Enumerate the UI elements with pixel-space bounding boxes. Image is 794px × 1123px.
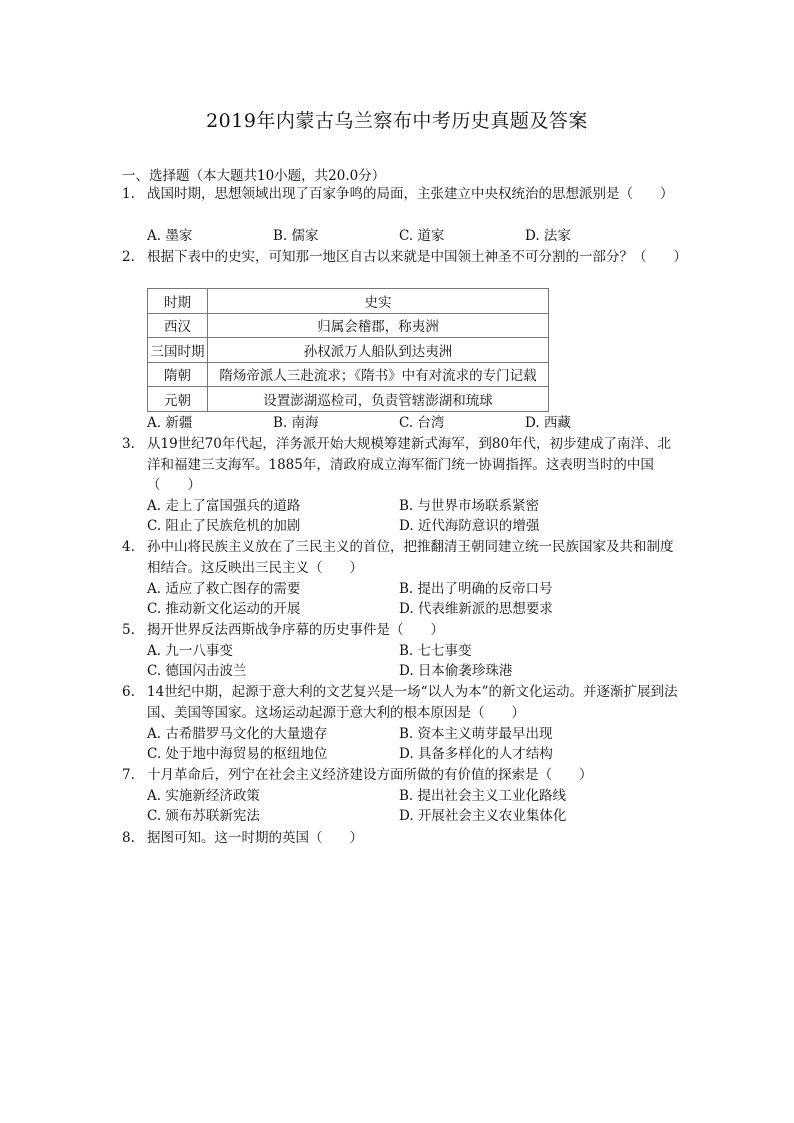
question-number: 8. <box>122 830 135 846</box>
question-number: 6. <box>122 684 135 700</box>
option-c: C. 道家 <box>399 228 445 244</box>
option-b: B. 南海 <box>273 415 319 431</box>
question-text: 14世纪中期，起源于意大利的文艺复兴是一场“以人为本”的新文化运动。并逐渐扩展到法国、美国等国家。这场运动起源于意大利的根本原因是（ ） <box>147 684 678 721</box>
table-cell: 元朝 <box>148 387 208 412</box>
question-text: 揭开世界反法西斯战争序幕的历史事件是（ ） <box>147 622 444 638</box>
question-3 <box>122 434 682 496</box>
page-title: 2019年内蒙古乌兰察布中考历史真题及答案 <box>206 110 588 132</box>
option-b: B. 与世界市场联系紧密 <box>399 498 540 514</box>
question-number: 2. <box>122 249 135 265</box>
option-b: B. 七七事变 <box>399 643 472 659</box>
question-text: 据图可知。这一时期的英国（ ） <box>147 830 363 846</box>
question-text: 孙中山将民族主义放在了三民主义的首位，把推翻清王朝同建立统一民族国家及共和制度相结合。这反映出三民主义（ ） <box>147 539 674 576</box>
option-d: D. 法家 <box>525 228 571 244</box>
table-cell: 西汉 <box>148 313 208 338</box>
table-cell: 设置澎湖巡检司，负责管辖澎湖和琉球 <box>208 387 549 412</box>
table-row <box>148 362 549 387</box>
table-row <box>148 338 549 363</box>
question-7 <box>122 765 682 786</box>
question-number: 3. <box>122 436 135 452</box>
question-2 <box>122 247 687 268</box>
question-text: 根据下表中的史实，可知那一地区自古以来就是中国领土神圣不可分割的一部分？（ ） <box>147 249 687 265</box>
option-c: C. 推动新文化运动的开展 <box>147 601 301 617</box>
option-a: A. 适应了救亡图存的需要 <box>147 581 301 597</box>
option-a: A. 古希腊罗马文化的大量遗存 <box>147 726 328 742</box>
option-d: D. 开展社会主义农业集体化 <box>399 808 567 824</box>
option-a: A. 实施新经济政策 <box>147 788 260 804</box>
option-c: C. 阻止了民族危机的加剧 <box>147 518 301 534</box>
option-c: C. 处于地中海贸易的枢纽地位 <box>147 746 328 762</box>
table-header-cell: 时期 <box>148 289 208 314</box>
table-row <box>148 387 549 412</box>
option-c: C. 德国闪击波兰 <box>147 663 247 679</box>
table-cell: 孙权派万人船队到达夷洲 <box>208 338 549 363</box>
option-a: A. 九一八事变 <box>147 643 233 659</box>
table-row <box>148 313 549 338</box>
question-1 <box>122 184 682 205</box>
question-text: 从19世纪70年代起，洋务派开始大规模筹建新式海军，到80年代，初步建成了南洋、北洋和福建三支海军。1885年，清政府成立海军衙门统一协调指挥。这表明当时的中国（ ） <box>147 436 672 493</box>
option-c: C. 台湾 <box>399 415 445 431</box>
question-4 <box>122 537 682 578</box>
question-number: 1. <box>122 186 135 202</box>
question-8 <box>122 828 682 849</box>
option-d: D. 西藏 <box>525 415 571 431</box>
question-number: 4. <box>122 539 135 555</box>
option-b: B. 资本主义萌芽最早出现 <box>399 726 553 742</box>
option-a: A. 新疆 <box>147 415 193 431</box>
question-5 <box>122 620 682 641</box>
history-table <box>147 288 549 412</box>
option-d: D. 近代海防意识的增强 <box>399 518 540 534</box>
table-cell: 三国时期 <box>148 338 208 363</box>
question-text: 战国时期，思想领域出现了百家争鸣的局面，主张建立中央权统治的思想派别是（ ） <box>147 186 674 202</box>
option-b: B. 提出了明确的反帝口号 <box>399 581 553 597</box>
question-text: 十月革命后，列宁在社会主义经济建设方面所做的有价值的探索是（ ） <box>147 767 593 783</box>
section-heading: 一、选择题（本大题共10小题，共20.0分） <box>122 168 386 184</box>
question-number: 5. <box>122 622 135 638</box>
question-6 <box>122 682 682 723</box>
table-cell: 归属会稽郡，称夷洲 <box>208 313 549 338</box>
table-header-row <box>148 289 549 314</box>
option-d: D. 代表维新派的思想要求 <box>399 601 553 617</box>
table-cell: 隋朝 <box>148 362 208 387</box>
option-d: D. 具备多样化的人才结构 <box>399 746 553 762</box>
option-c: C. 颁布苏联新宪法 <box>147 808 260 824</box>
table-header-cell: 史实 <box>208 289 549 314</box>
question-number: 7. <box>122 767 135 783</box>
option-a: A. 墨家 <box>147 228 193 244</box>
option-b: B. 儒家 <box>273 228 319 244</box>
option-b: B. 提出社会主义工业化路线 <box>399 788 567 804</box>
option-a: A. 走上了富国强兵的道路 <box>147 498 301 514</box>
table-cell: 隋炀帝派人三赴流求；《隋书》中有对流求的专门记载 <box>208 362 549 387</box>
option-d: D. 日本偷袭珍珠港 <box>399 663 513 679</box>
